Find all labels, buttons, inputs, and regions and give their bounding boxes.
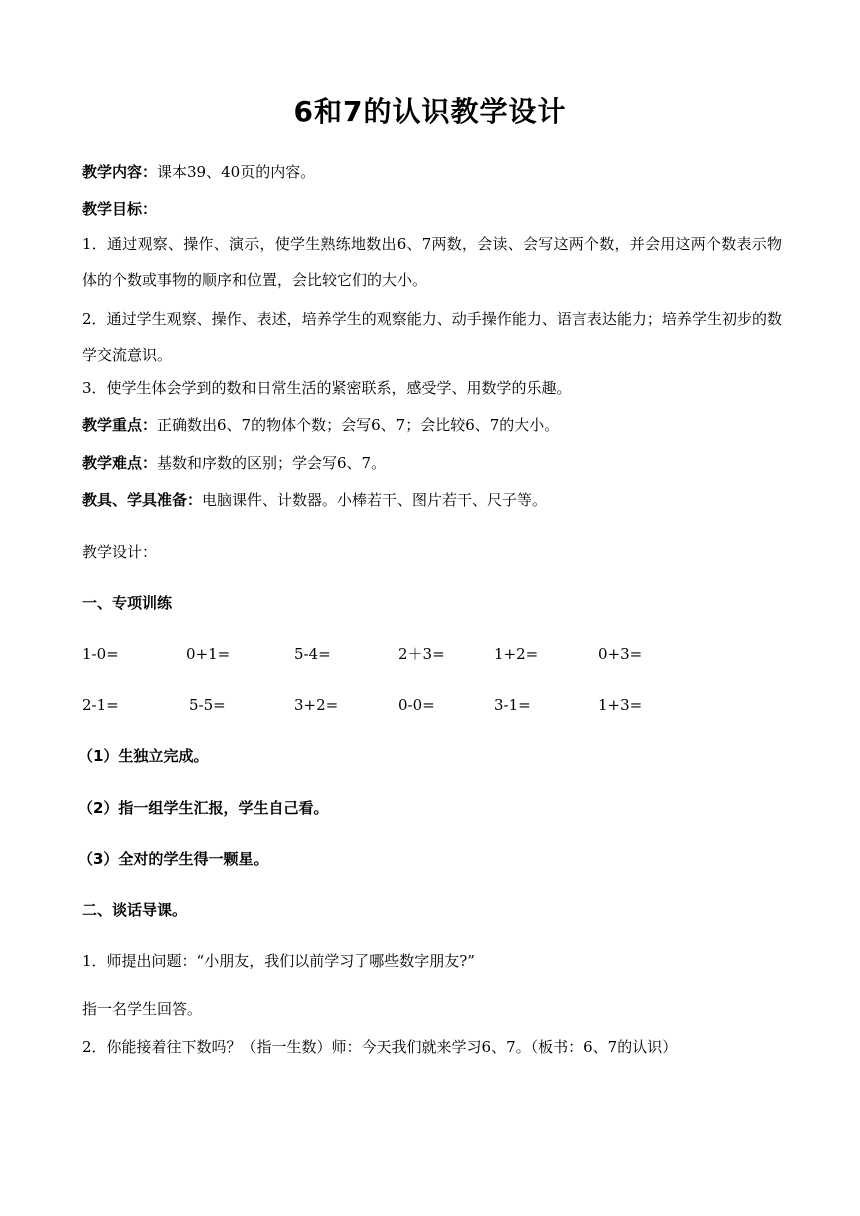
exercise-item: 1-0=	[82, 645, 119, 663]
section1-heading: 一、专项训练	[82, 594, 173, 612]
exercise-item: 1+2=	[494, 645, 539, 663]
exercise-item: 5-5=	[189, 696, 226, 714]
key-points-line	[82, 414, 559, 436]
goal-item-3: 3．使学生体会学到的数和日常生活的紧密联系，感受学、用数学的乐趣。	[82, 379, 572, 397]
teaching-content-text: 课本39、40页的内容。	[157, 163, 316, 181]
exercise-item: 0-0=	[398, 696, 435, 714]
goal-item-1: 1．通过观察、操作、演示，使学生熟练地数出6、7两数，会读、会写这两个数，并会用这两个数表示物体的个数或事物的顺序和位置，会比较它们的大小。	[82, 235, 782, 289]
difficulties-text: 基数和序数的区别；学会写6、7。	[157, 454, 387, 472]
step-3: （3）全对的学生得一颗星。	[78, 850, 269, 868]
difficulties-label: 教学难点：	[82, 454, 158, 472]
key-points-text: 正确数出6、7的物体个数；会写6、7；会比较6、7的大小。	[157, 416, 560, 434]
materials-line	[82, 489, 547, 511]
teaching-content-label: 教学内容：	[82, 163, 158, 181]
goal-item-2: 2．通过学生观察、操作、表述，培养学生的观察能力、动手操作能力、语言表达能力；培养学生初步的数学交流意识。	[82, 310, 782, 364]
exercise-item: 3+2=	[294, 696, 339, 714]
design-label: 教学设计：	[82, 543, 158, 561]
section2-item-1: 1．师提出问题：“小朋友，我们以前学习了哪些数字朋友?”	[82, 952, 475, 970]
exercise-item: 0+3=	[598, 645, 643, 663]
materials-label: 教具、学具准备：	[82, 491, 203, 509]
materials-text: 电脑课件、计数器。小棒若干、图片若干、尺子等。	[202, 491, 548, 509]
teaching-goals-label: 教学目标：	[82, 200, 158, 218]
step-2: （2）指一组学生汇报，学生自己看。	[78, 799, 329, 817]
section2-item-2: 2．你能接着往下数吗？（指一生数）师：今天我们就来学习6、7。（板书：6、7的认识）	[82, 1038, 678, 1056]
exercise-item: 5-4=	[294, 645, 331, 663]
exercise-item: 1+3=	[598, 696, 643, 714]
exercise-item: 2＋3=	[398, 645, 445, 663]
exercise-item: 2-1=	[82, 696, 119, 714]
section2-item-1-follow: 指一名学生回答。	[82, 1000, 203, 1018]
section2-heading: 二、谈话导课。	[82, 901, 188, 919]
step-1: （1）生独立完成。	[78, 747, 209, 765]
exercise-item: 0+1=	[186, 645, 231, 663]
key-points-label: 教学重点：	[82, 416, 158, 434]
difficulties-line	[82, 452, 386, 474]
exercise-item: 3-1=	[494, 696, 531, 714]
teaching-content-line	[82, 161, 315, 183]
document-title: 6和7的认识教学设计	[293, 95, 567, 128]
